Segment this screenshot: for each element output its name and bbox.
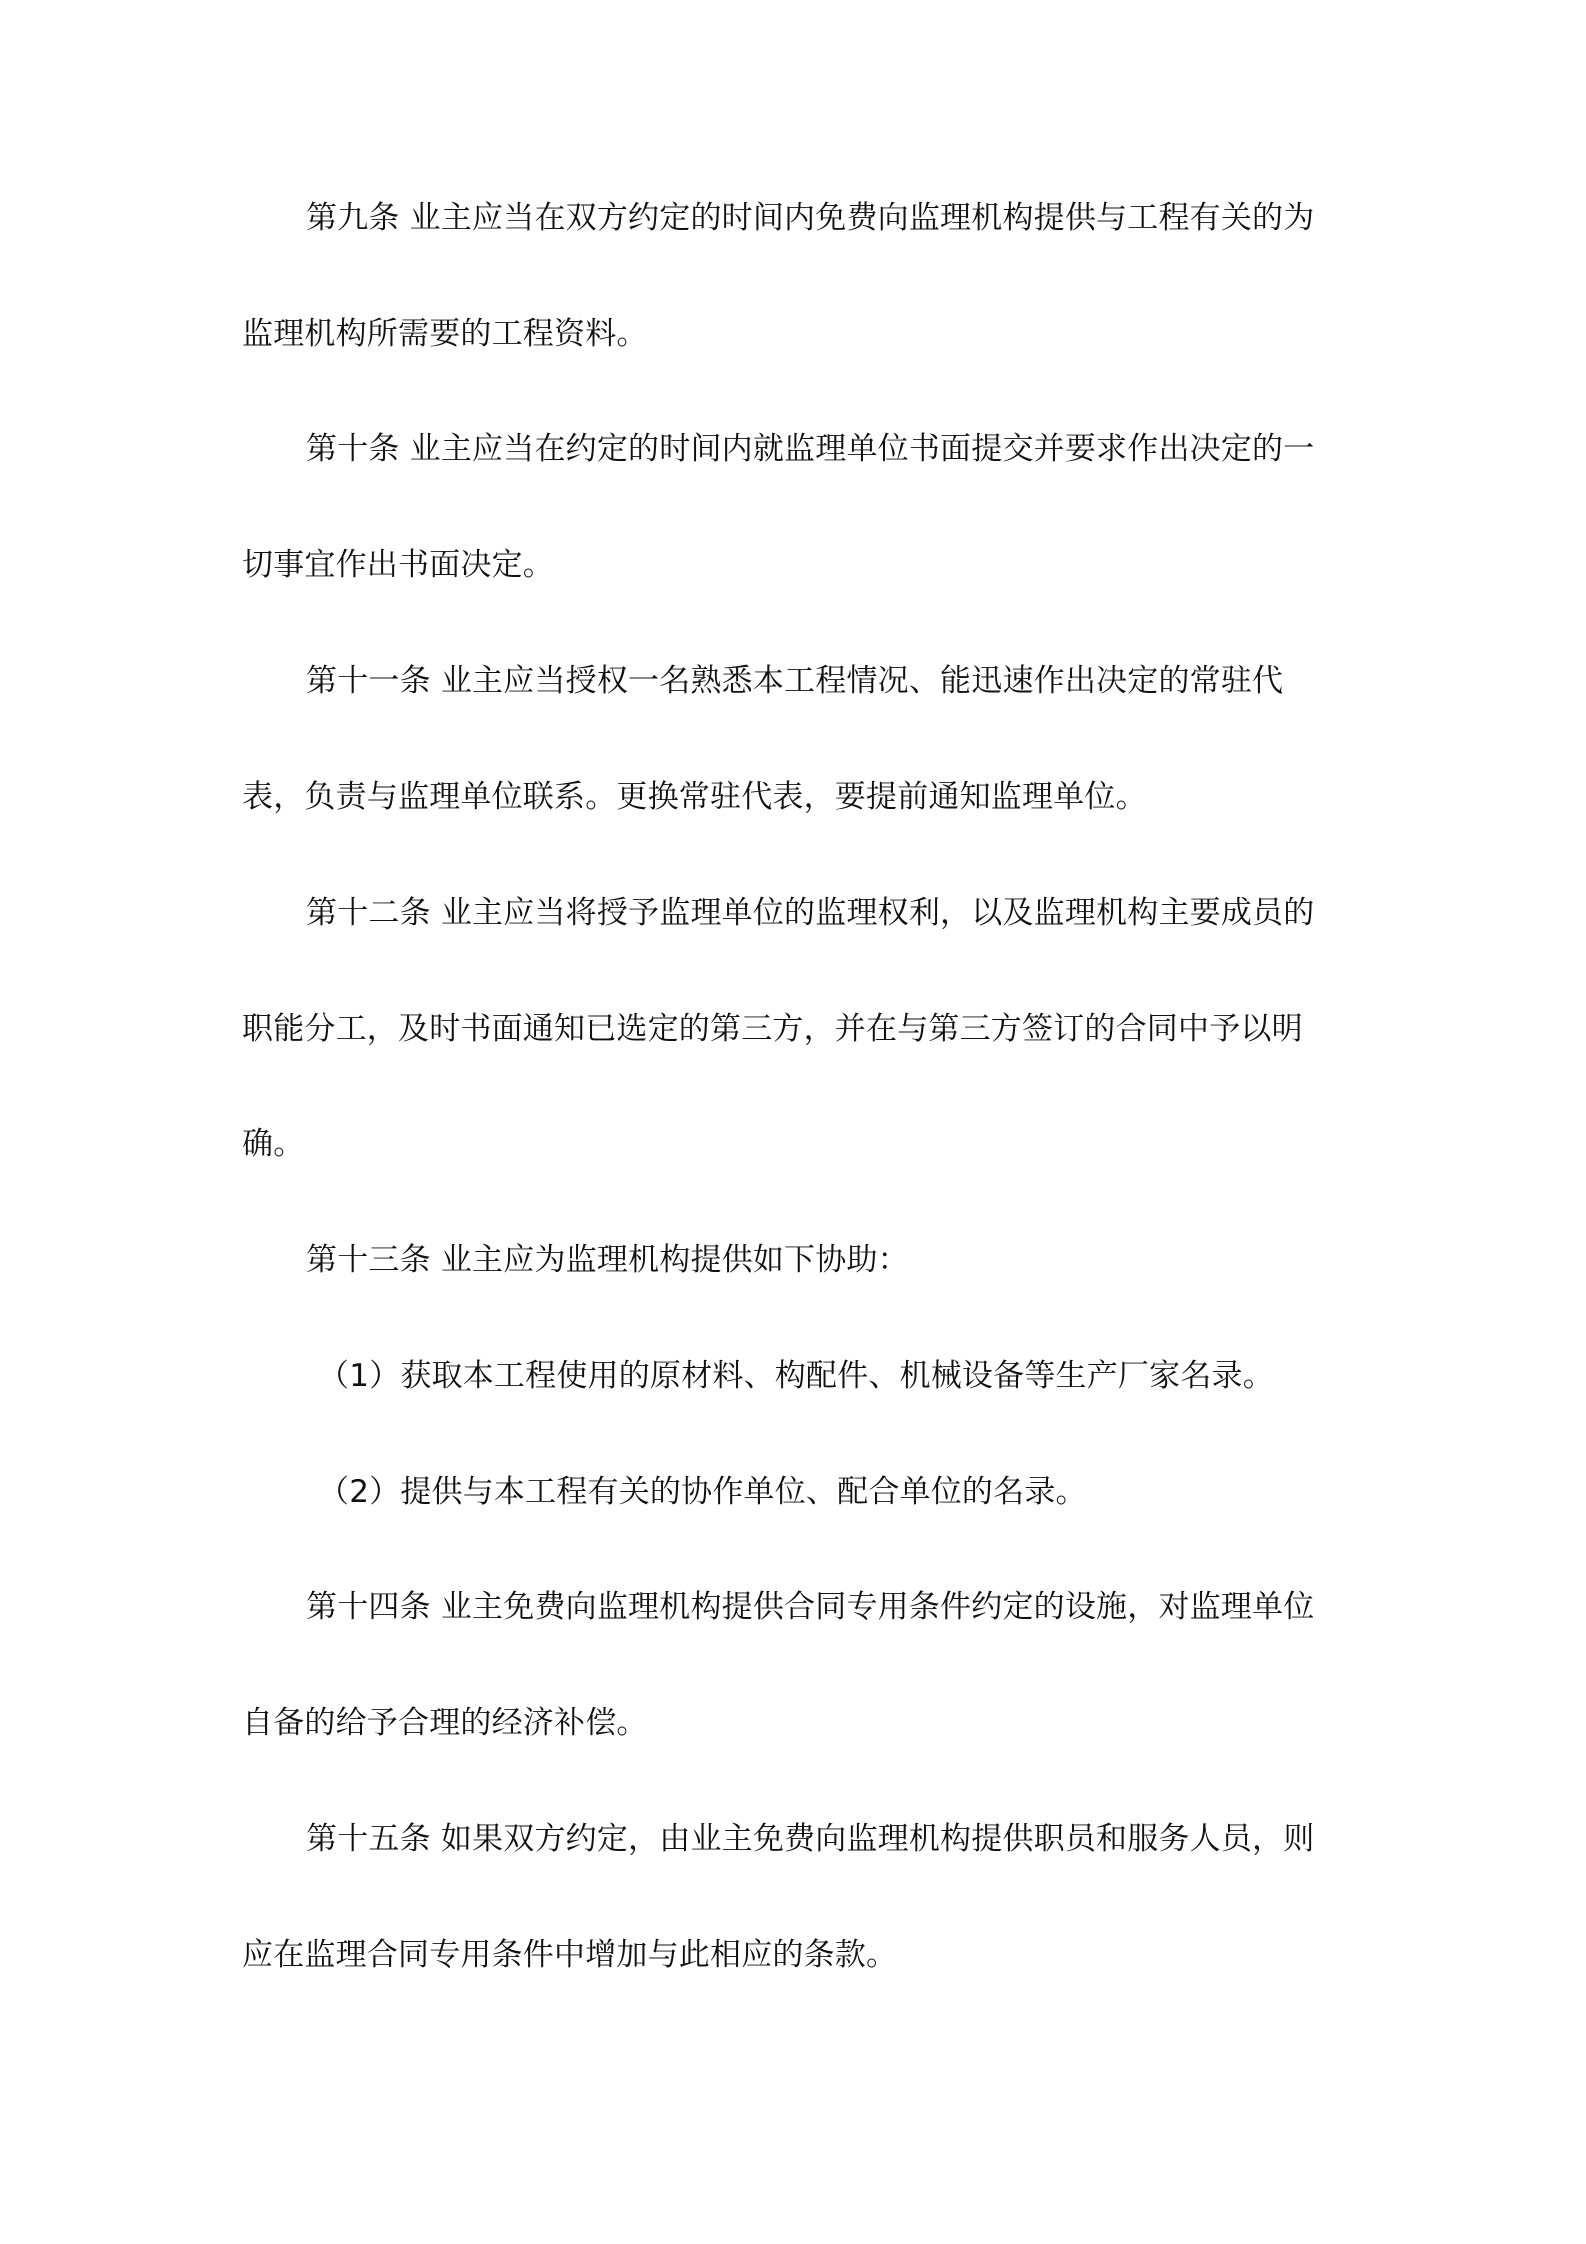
- article-15-line-1: 第十五条 如果双方约定，由业主免费向监理机构提供职员和服务人员，则: [306, 1821, 1315, 1857]
- article-9-line-2: 监理机构所需要的工程资料。: [242, 316, 648, 352]
- article-13-item-2: （2）提供与本工程有关的协作单位、配合单位的名录。: [318, 1474, 1087, 1510]
- article-14-line-2: 自备的给予合理的经济补偿。: [242, 1705, 648, 1741]
- article-10-line-2: 切事宜作出书面决定。: [242, 547, 554, 583]
- article-14-line-1: 第十四条 业主免费向监理机构提供合同专用条件约定的设施，对监理单位: [306, 1589, 1315, 1625]
- article-10-line-1: 第十条 业主应当在约定的时间内就监理单位书面提交并要求作出决定的一: [306, 431, 1315, 467]
- article-12-line-3: 确。: [242, 1126, 305, 1162]
- article-11-line-2: 表，负责与监理单位联系。更换常驻代表，要提前通知监理单位。: [242, 779, 1147, 815]
- article-15-line-2: 应在监理合同专用条件中增加与此相应的条款。: [242, 1937, 898, 1973]
- article-12-line-1: 第十二条 业主应当将授予监理单位的监理权利，以及监理机构主要成员的: [306, 895, 1315, 931]
- article-13-line-1: 第十三条 业主应为监理机构提供如下协助：: [306, 1242, 909, 1278]
- article-9-line-1: 第九条 业主应当在双方约定的时间内免费向监理机构提供与工程有关的为: [306, 200, 1315, 236]
- article-11-line-1: 第十一条 业主应当授权一名熟悉本工程情况、能迅速作出决定的常驻代: [306, 663, 1284, 699]
- article-12-line-2: 职能分工，及时书面通知已选定的第三方，并在与第三方签订的合同中予以明: [242, 1011, 1303, 1047]
- article-13-item-1: （1）获取本工程使用的原材料、构配件、机械设备等生产厂家名录。: [318, 1358, 1274, 1394]
